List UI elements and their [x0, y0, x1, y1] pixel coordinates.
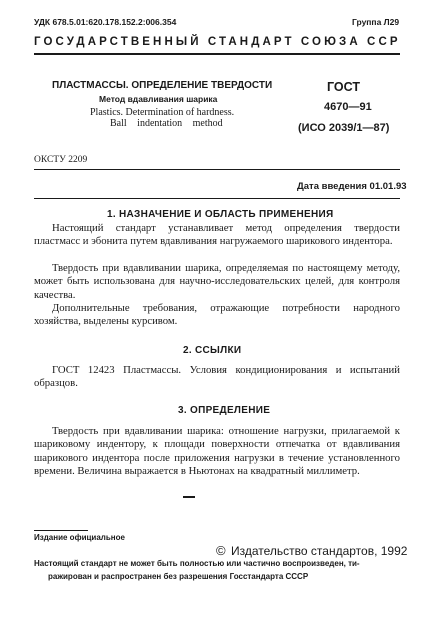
edition-rule	[34, 530, 88, 531]
classification-rule	[34, 169, 400, 170]
section-3-heading: 3. ОПРЕДЕЛЕНИЕ	[178, 405, 271, 416]
group-code: Группа Л29	[352, 17, 400, 27]
state-standard-title: ГОСУДАРСТВЕННЫЙ СТАНДАРТ СОЮЗА ССР	[34, 36, 401, 48]
document-title-ru: ПЛАСТМАССЫ. ОПРЕДЕЛЕНИЕ ТВЕРДОСТИ	[52, 80, 273, 91]
copyright-text: Издательство стандартов, 1992	[231, 544, 408, 558]
section-2-heading: 2. ССЫЛКИ	[183, 345, 242, 356]
method-subtitle-ru: Метод вдавливания шарика	[99, 94, 218, 104]
document-title-en-line2: Ball indentation method	[110, 118, 223, 129]
reproduction-notice-line1: Настоящий стандарт не может быть полностью или частично воспроизведен, ти-	[34, 559, 360, 568]
section-3-paragraph-1: Твердость при вдавливании шарика: отношение нагрузки, прилагаемой к шариковому индентору, к площади поверхности отпечатка от вдавливания шарикового индентора после приложения нагрузки в течение установленного времени. Величина выражается в Ньютонах на квадратный миллиметр.	[34, 425, 400, 478]
end-of-text-dash	[183, 496, 195, 498]
header-rule	[34, 53, 400, 55]
section-1-paragraph-1: Настоящий стандарт устанавливает метод определения твердости пластмасс и эбонита путем вдавливания нагружаемого шарикового индентора.	[34, 222, 400, 248]
effective-date: Дата введения 01.01.93	[297, 181, 407, 192]
date-rule	[34, 198, 400, 199]
section-1-paragraph-2: Твердость при вдавливании шарика, определяемая по настоящему методу, может быть использована для научно-исследовательских целей, для контроля качества.	[34, 262, 400, 301]
copyright-icon: ©	[216, 543, 226, 558]
gost-label: ГОСТ	[327, 80, 360, 94]
edition-label: Издание официальное	[34, 533, 125, 542]
document-title-en-line1: Plastics. Determination of hardness.	[90, 107, 235, 118]
reproduction-notice-line2: ражирован и распространен без разрешения Госстандарта СССР	[48, 572, 309, 581]
gost-number: 4670—91	[324, 101, 372, 113]
iso-number: (ИСО 2039/1—87)	[298, 122, 390, 134]
section-1-heading: 1. НАЗНАЧЕНИЕ И ОБЛАСТЬ ПРИМЕНЕНИЯ	[107, 209, 334, 220]
section-1-paragraph-3: Дополнительные требования, отражающие потребности народного хозяйства, выделены курсивом.	[34, 302, 400, 328]
udk-code: УДК 678.5.01:620.178.152.2:006.354	[34, 17, 177, 27]
section-2-paragraph-1: ГОСТ 12423 Пластмассы. Условия кондиционирования и испытаний образцов.	[34, 364, 400, 390]
okstu-code: ОКСТУ 2209	[34, 155, 88, 165]
